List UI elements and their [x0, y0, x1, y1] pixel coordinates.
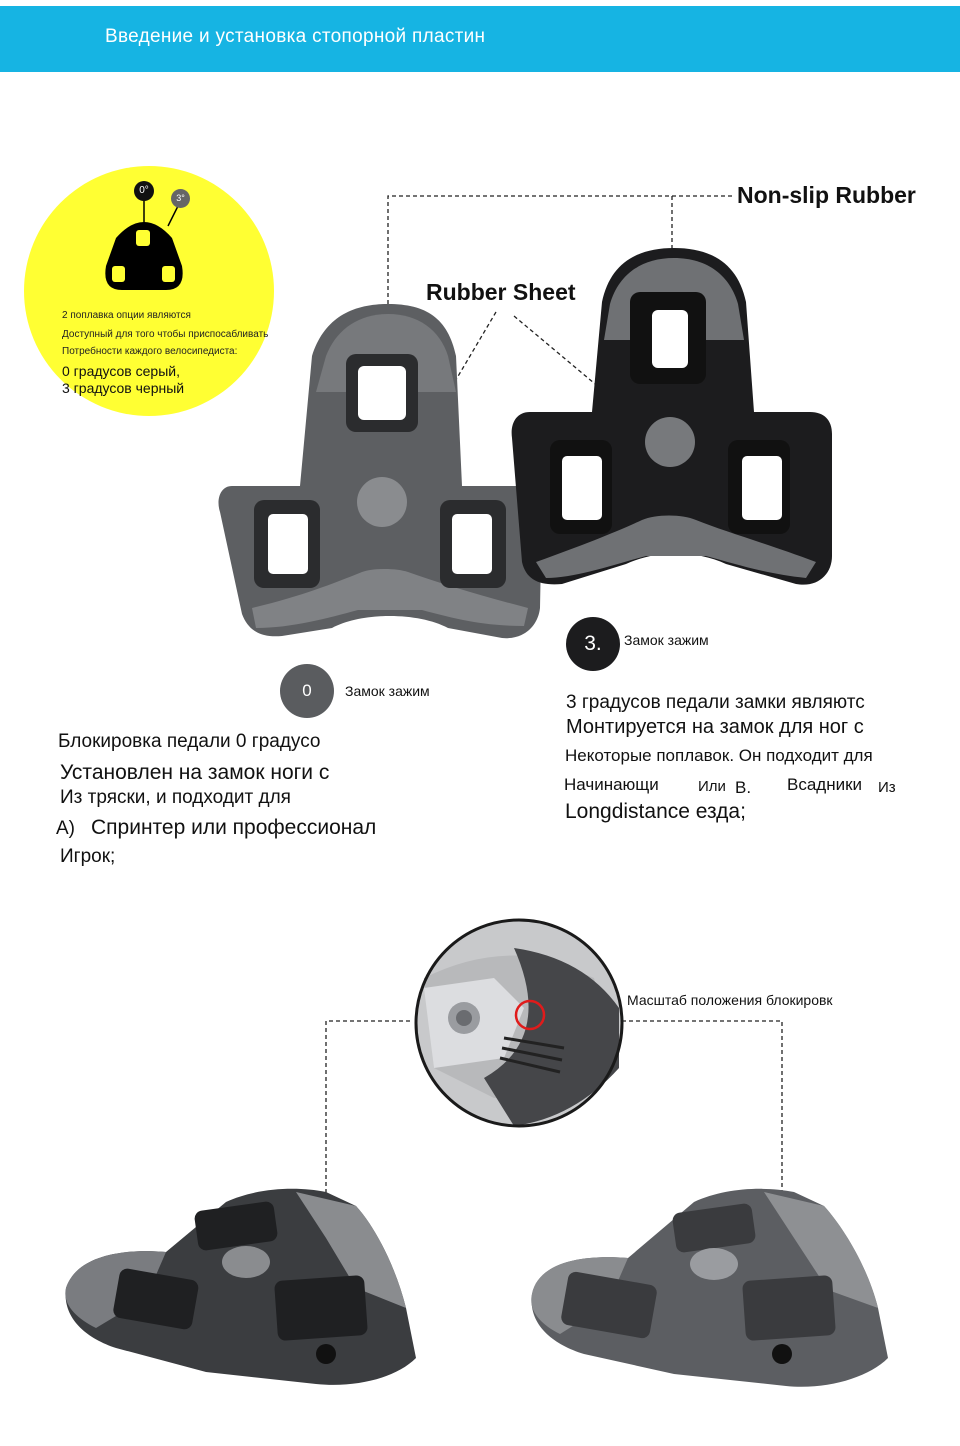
zero-desc-line4: Спринтер или профессионал	[91, 816, 377, 839]
black-cleat-image	[506, 244, 836, 594]
three-desc-line5: Longdistance езда;	[565, 800, 746, 823]
zero-degree-number-badge: 0	[280, 664, 334, 718]
grey-cleat-image	[212, 296, 548, 646]
zero-desc-line2: Установлен на замок ноги с	[60, 761, 330, 784]
page-title: Введение и установка стопорной пластин	[105, 26, 486, 47]
three-desc-line1: 3 градусов педали замки являютс	[566, 692, 865, 713]
non-slip-rubber-label: Non-slip Rubber	[737, 182, 916, 208]
three-degree-badge: 3°	[171, 189, 190, 208]
float-info-line4: 0 градусов серый,	[62, 363, 180, 379]
zero-desc-line3: Из тряски, и подходит для	[60, 787, 291, 808]
bottom-black-cleat-image	[524, 1178, 904, 1398]
lock-scale-label: Масштаб положения блокировк	[627, 992, 833, 1008]
float-info-line3: Потребности каждого велосипедиста:	[62, 346, 238, 357]
float-info-line1: 2 поплавка опции являются	[62, 310, 191, 321]
three-desc-line4a: Начинающи	[564, 775, 659, 794]
three-desc-line4c: B.	[735, 778, 752, 797]
zero-desc-line5: Игрок;	[60, 846, 116, 867]
three-desc-line3: Некоторые поплавок. Он подходит для	[565, 746, 873, 765]
three-desc-line2: Монтируется на замок для ног с	[566, 716, 864, 738]
zero-desc-line4-prefix: A)	[56, 818, 75, 839]
three-degree-number-badge: 3.	[566, 617, 620, 671]
zero-desc-line1: Блокировка педали 0 градусо	[58, 731, 321, 752]
rubber-sheet-label: Rubber Sheet	[426, 279, 576, 305]
zero-degree-badge: 0°	[134, 181, 154, 201]
float-info-line5: 3 градусов черный	[62, 380, 185, 396]
three-desc-line4b: Или	[698, 778, 726, 795]
three-desc-line4e: Из	[878, 779, 896, 796]
bottom-grey-cleat-image	[56, 1178, 426, 1398]
float-info-line2: Доступный для того чтобы приспосабливать	[62, 329, 269, 340]
three-desc-line4d: Всадники	[787, 775, 863, 794]
three-lock-caption: Замок зажим	[624, 632, 709, 648]
zero-lock-caption: Замок зажим	[345, 683, 430, 699]
